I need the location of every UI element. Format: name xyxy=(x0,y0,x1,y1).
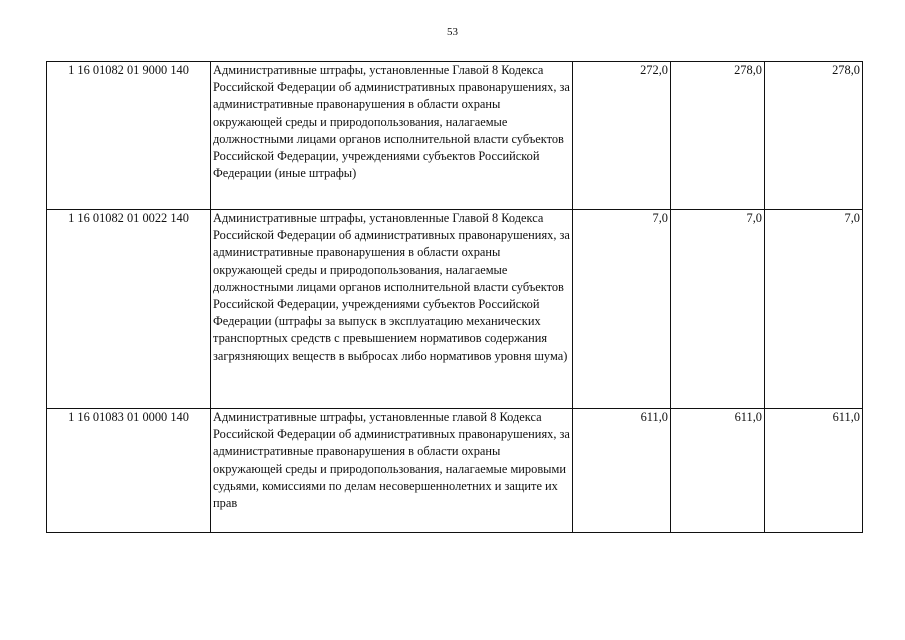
table-row xyxy=(47,62,863,210)
budget-code: 1 16 01082 01 9000 140 xyxy=(47,62,211,210)
budget-table xyxy=(46,61,863,533)
budget-code: 1 16 01082 01 0022 140 xyxy=(47,210,211,409)
amount-col-2: 278,0 xyxy=(671,62,765,210)
table-row xyxy=(47,210,863,409)
amount-col-3: 611,0 xyxy=(765,409,863,533)
amount-col-2: 7,0 xyxy=(671,210,765,409)
row-description: Административные штрафы, установленные главой 8 Кодекса Российской Федерации об административных правонарушениях, за административные правонарушения в области охраны окружающей среды и природопользования, налагаемые мировыми судьями, комиссиями по делам несовершеннолетних и защите их прав xyxy=(211,409,573,533)
row-description: Административные штрафы, установленные Главой 8 Кодекса Российской Федерации об административных правонарушениях, за административные правонарушения в области охраны окружающей среды и природопользования, налагаемые должностными лицами органов исполнительной власти субъектов Российской Федерации, учреждениями субъектов Российской Федерации (иные штрафы) xyxy=(211,62,573,210)
budget-code: 1 16 01083 01 0000 140 xyxy=(47,409,211,533)
amount-col-2: 611,0 xyxy=(671,409,765,533)
page-number: 53 xyxy=(447,26,458,38)
amount-col-1: 611,0 xyxy=(573,409,671,533)
amount-col-1: 7,0 xyxy=(573,210,671,409)
amount-col-3: 278,0 xyxy=(765,62,863,210)
row-description: Административные штрафы, установленные Главой 8 Кодекса Российской Федерации об административных правонарушениях, за административные правонарушения в области охраны окружающей среды и природопользования, налагаемые должностными лицами органов исполнительной власти субъектов Российской Федерации, учреждениями субъектов Российской Федерации (штрафы за выпуск в эксплуатацию механических транспортных средств с превышением нормативов содержания загрязняющих веществ в выбросах либо нормативов уровня шума) xyxy=(211,210,573,409)
amount-col-1: 272,0 xyxy=(573,62,671,210)
table-row xyxy=(47,409,863,533)
amount-col-3: 7,0 xyxy=(765,210,863,409)
